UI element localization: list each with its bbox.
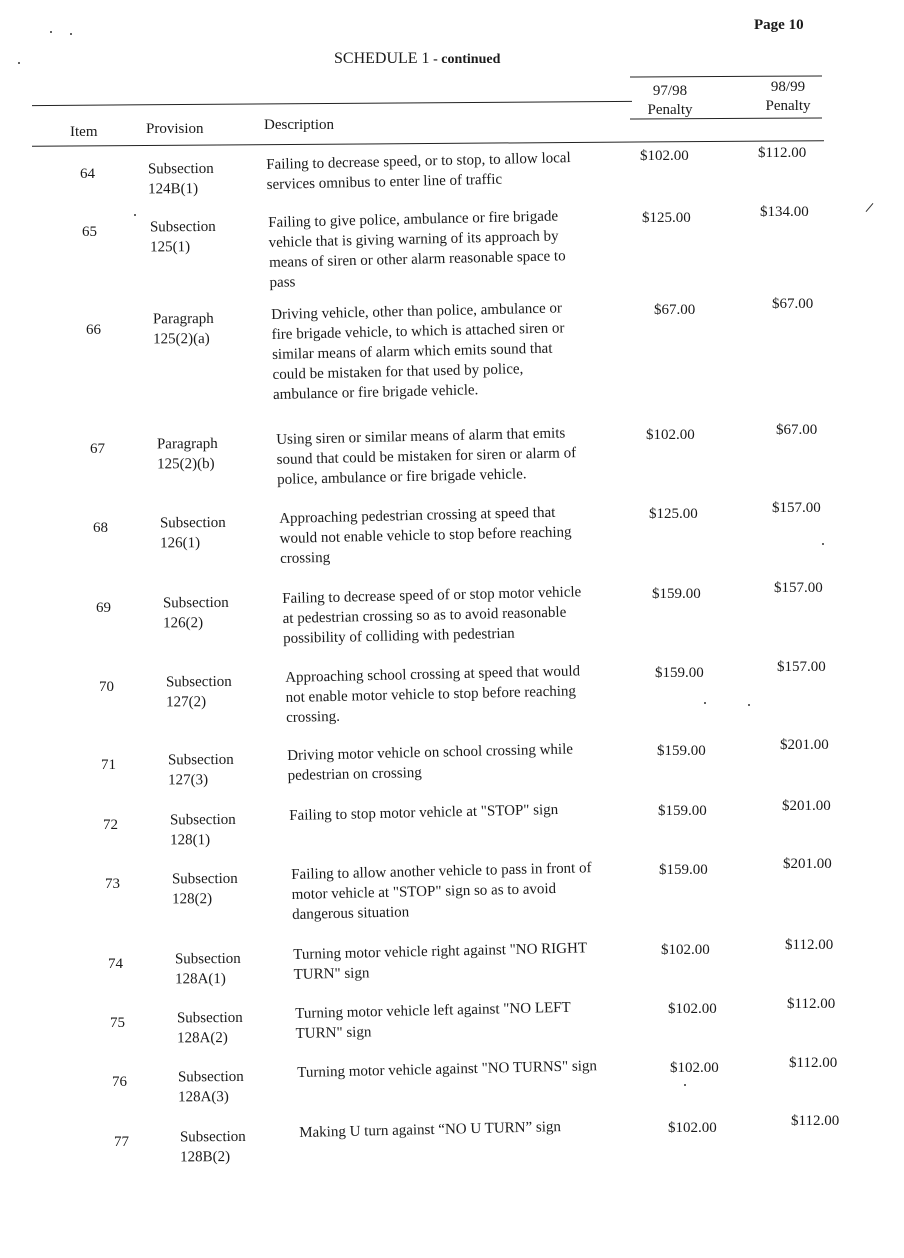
scan-speck [18, 62, 20, 64]
provision-line: Subsection [165, 673, 232, 691]
column-header-penalty-9899 [748, 78, 828, 116]
penalty-9899-label: Penalty [765, 98, 811, 114]
row-penalty-9899: $201.00 [783, 856, 832, 872]
provision-line: 125(2)(b) [157, 455, 215, 473]
provision-line: 127(3) [168, 772, 209, 789]
row-description [268, 205, 618, 293]
row-item-number: 68 [93, 520, 108, 536]
row-description [282, 581, 631, 649]
description-line: Approaching school crossing at speed that would [285, 663, 581, 686]
provision-line: Subsection [179, 1128, 246, 1146]
row-provision [148, 159, 258, 200]
row-item-number: 77 [114, 1134, 129, 1150]
description-line: pedestrian on crossing [287, 764, 422, 784]
provision-line: Subsection [167, 751, 234, 769]
description-line: Driving motor vehicle on school crossing while [287, 741, 574, 764]
row-item-number: 75 [110, 1015, 125, 1031]
row-penalty-9899: $112.00 [791, 1113, 840, 1129]
row-penalty-9798: $159.00 [658, 803, 707, 819]
description-line: Using siren or similar means of alarm that emits [276, 425, 566, 448]
description-line: similar means of alarm which emits sound that [271, 340, 553, 363]
row-penalty-9798: $102.00 [670, 1060, 719, 1076]
row-penalty-9798: $159.00 [657, 743, 706, 759]
description-line: Failing to decrease speed of or stop motor vehicle [282, 584, 582, 607]
row-description [291, 857, 640, 925]
provision-line: Subsection [147, 160, 214, 178]
description-line: Driving vehicle, other than police, ambulance or [271, 300, 563, 323]
row-description [279, 501, 628, 569]
row-penalty-9798: $102.00 [668, 1120, 717, 1136]
description-line: dangerous situation [291, 904, 410, 923]
description-line: pass [269, 274, 296, 291]
scan-speck [822, 543, 824, 545]
description-line: vehicle that is giving warning of its approach by [268, 228, 559, 251]
description-line: possibility of colliding with pedestrian [282, 625, 515, 647]
row-provision [150, 217, 260, 258]
provision-line: Subsection [174, 950, 241, 968]
row-item-number: 69 [96, 600, 111, 616]
description-line: Failing to give police, ambulance or fire brigade [268, 208, 559, 231]
provision-line: Subsection [177, 1068, 244, 1086]
row-penalty-9798: $102.00 [640, 148, 689, 164]
description-line: sound that could be mistaken for siren or alarm of [276, 445, 577, 468]
row-description [276, 422, 625, 490]
description-line: Failing to allow another vehicle to pass in front of [291, 860, 592, 883]
row-item-number: 76 [112, 1074, 127, 1090]
row-penalty-9798: $102.00 [668, 1001, 717, 1017]
row-penalty-9798: $67.00 [654, 302, 696, 318]
row-penalty-9798: $125.00 [649, 506, 698, 522]
provision-line: 128A(2) [177, 1030, 228, 1047]
row-penalty-9899: $112.00 [758, 145, 807, 161]
row-provision [166, 672, 276, 713]
penalty-9798-year: 97/98 [652, 83, 688, 99]
row-item-number: 72 [103, 817, 118, 833]
row-penalty-9899: $112.00 [787, 996, 836, 1012]
description-line: crossing. [285, 708, 341, 726]
description-line: Making U turn against “NO U TURN” sign [299, 1119, 562, 1141]
row-penalty-9899: $201.00 [782, 798, 831, 814]
description-line: crossing [279, 549, 331, 567]
provision-line: Subsection [149, 218, 216, 236]
scan-speck [704, 702, 706, 704]
description-line: would not enable vehicle to stop before reaching [279, 524, 572, 547]
row-penalty-9899: $157.00 [772, 500, 821, 516]
row-penalty-9899: $201.00 [780, 737, 829, 753]
row-penalty-9798: $102.00 [661, 942, 710, 958]
provision-line: Paragraph [156, 435, 218, 453]
row-penalty-9899: $157.00 [774, 580, 823, 596]
description-line: police, ambulance or fire brigade vehicle. [276, 466, 527, 488]
row-provision [157, 434, 267, 475]
provision-line: 128A(3) [178, 1089, 229, 1106]
row-provision [178, 1067, 288, 1108]
provision-line: Subsection [159, 514, 226, 532]
row-item-number: 64 [80, 166, 95, 182]
provision-line: 128(1) [170, 832, 211, 849]
row-item-number: 67 [90, 441, 105, 457]
description-line: Turning motor vehicle against "NO TURNS" sign [297, 1058, 598, 1081]
provision-line: Subsection [162, 594, 229, 612]
description-line: Failing to stop motor vehicle at "STOP" sign [289, 801, 559, 824]
description-line: means of siren or other alarm reasonable space to [268, 248, 566, 271]
row-item-number: 65 [82, 224, 97, 240]
row-provision [175, 949, 285, 990]
title-main: SCHEDULE 1 [334, 50, 430, 67]
row-provision [160, 513, 270, 554]
provision-line: 128A(1) [175, 971, 226, 988]
row-description [293, 937, 642, 985]
scan-speck [70, 33, 72, 35]
row-provision [163, 593, 273, 634]
row-description [285, 660, 634, 728]
provision-line: 124B(1) [148, 181, 199, 198]
description-line: Approaching pedestrian crossing at speed that [279, 504, 556, 527]
row-provision [177, 1008, 287, 1049]
penalty-9899-year: 98/99 [770, 79, 806, 95]
column-header-penalty-9798 [630, 82, 710, 120]
description-line: fire brigade vehicle, to which is attached siren or [271, 320, 565, 343]
provision-line: Subsection [169, 811, 236, 829]
description-line: could be mistaken for that used by police, [272, 361, 524, 383]
description-line: TURN" sign [295, 1024, 372, 1042]
description-line: ambulance or fire brigade vehicle. [272, 382, 479, 403]
header-rule-top [32, 101, 632, 106]
provision-line: 127(2) [166, 694, 207, 711]
provision-line: Subsection [176, 1009, 243, 1027]
row-provision [180, 1127, 290, 1168]
description-line: not enable motor vehicle to stop before reaching [285, 683, 577, 706]
row-description [266, 147, 615, 195]
row-item-number: 73 [105, 876, 120, 892]
provision-line: 125(2)(a) [153, 330, 210, 348]
description-line: Turning motor vehicle left against "NO LEFT [295, 999, 571, 1022]
row-description [299, 1115, 647, 1143]
row-penalty-9899: $134.00 [760, 204, 809, 220]
row-description [289, 798, 637, 826]
provision-line: Paragraph [152, 310, 214, 328]
row-provision [153, 309, 263, 350]
provision-line: 128B(2) [180, 1149, 231, 1166]
row-description [295, 996, 644, 1044]
provision-line: 125(1) [150, 239, 191, 256]
scan-speck [134, 214, 136, 216]
row-penalty-9798: $159.00 [655, 665, 704, 681]
description-line: TURN" sign [293, 965, 370, 983]
row-penalty-9899: $67.00 [772, 296, 814, 312]
page-number: Page 10 [754, 17, 804, 33]
row-penalty-9798: $102.00 [646, 427, 695, 443]
provision-line: 126(1) [160, 535, 201, 552]
row-penalty-9798: $159.00 [659, 862, 708, 878]
row-item-number: 74 [108, 956, 123, 972]
description-line: Failing to decrease speed, or to stop, to allow local [266, 150, 571, 173]
description-line: motor vehicle at "STOP" sign so as to avoid [291, 880, 557, 903]
row-item-number: 70 [99, 679, 114, 695]
row-penalty-9899: $157.00 [777, 659, 826, 675]
provision-line: 126(2) [163, 615, 204, 632]
row-description [287, 738, 636, 786]
scan-mark [866, 203, 874, 212]
row-provision [170, 810, 280, 851]
provision-line: 128(2) [172, 891, 213, 908]
column-header-provision: Provision [146, 121, 204, 137]
row-provision [168, 750, 278, 791]
row-penalty-9798: $159.00 [652, 586, 701, 602]
penalty-9798-label: Penalty [647, 102, 693, 118]
description-line: services omnibus to enter line of traffic [266, 171, 503, 193]
scan-speck [684, 1084, 686, 1086]
schedule-title [334, 50, 500, 68]
row-penalty-9798: $125.00 [642, 210, 691, 226]
row-penalty-9899: $112.00 [789, 1055, 838, 1071]
provision-line: Subsection [171, 870, 238, 888]
description-line: at pedestrian crossing so as to avoid reasonable [282, 604, 567, 627]
description-line: Turning motor vehicle right against "NO RIGHT [293, 940, 588, 963]
row-penalty-9899: $112.00 [785, 937, 834, 953]
row-description [297, 1055, 645, 1083]
column-header-item: Item [70, 124, 98, 140]
row-description [271, 297, 621, 405]
row-item-number: 71 [101, 757, 116, 773]
scan-speck [748, 704, 750, 706]
column-header-description: Description [264, 117, 334, 133]
title-suffix: - continued [429, 52, 501, 67]
scan-speck [50, 31, 52, 33]
row-penalty-9899: $67.00 [776, 422, 818, 438]
row-provision [172, 869, 282, 910]
row-item-number: 66 [86, 322, 101, 338]
